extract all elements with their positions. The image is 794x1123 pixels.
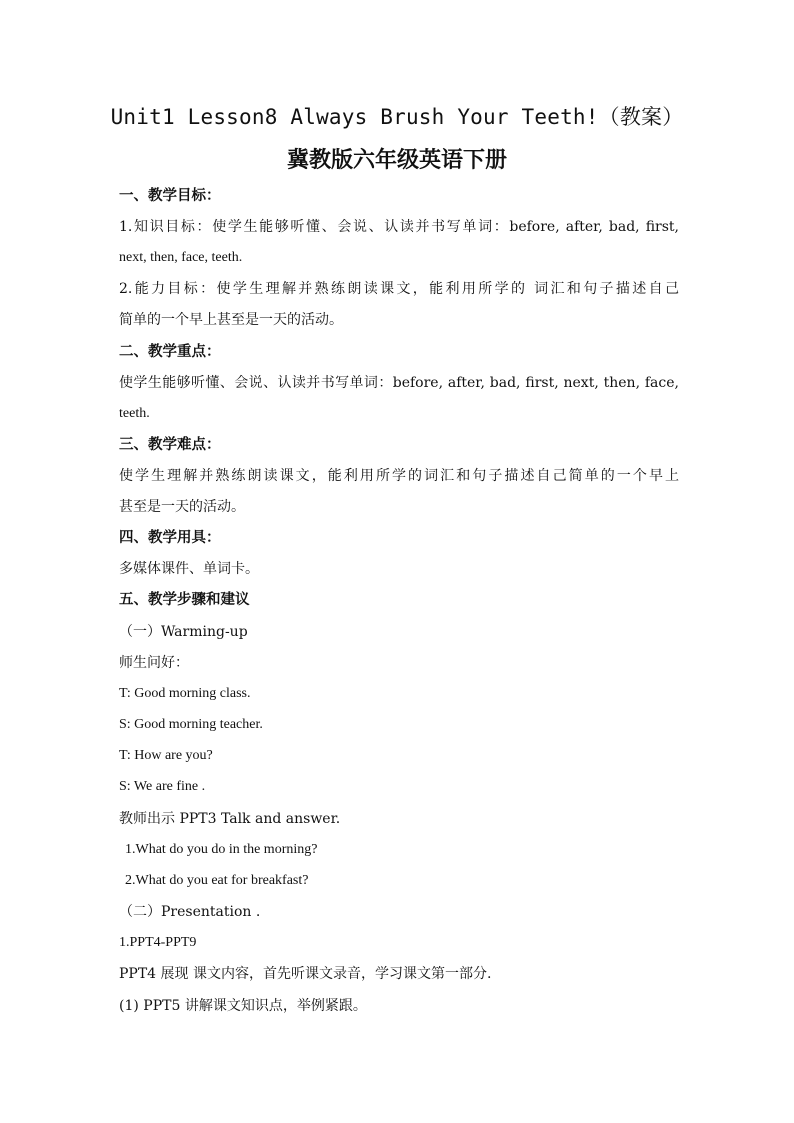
paragraph-line: 简单的一个早上甚至是一天的活动。	[119, 312, 343, 328]
paragraph-line: 1.PPT4-PPT9	[119, 935, 197, 950]
paragraph-line: PPT4 展现 课文内容，首先听课文录音，学习课文第一部分.	[119, 966, 492, 982]
dialogue-line: S: Good morning teacher.	[119, 717, 263, 732]
section-heading-steps: 五、教学步骤和建议	[119, 591, 250, 608]
dialogue-line: S: We are fine .	[119, 779, 206, 794]
document-subtitle: 冀教版六年级英语下册	[286, 147, 507, 173]
section-heading-difficulties: 三、教学难点：	[119, 436, 221, 453]
dialogue-line: T: Good morning class.	[119, 686, 251, 701]
dialogue-line: T: How are you?	[119, 748, 213, 763]
paragraph-line: 甚至是一天的活动。	[119, 499, 245, 515]
document-title: Unit1 Lesson8 Always Brush Your Teeth!（教案）	[110, 105, 684, 129]
section-heading-objectives: 一、教学目标：	[119, 187, 221, 204]
paragraph-line: 师生问好：	[119, 655, 189, 671]
paragraph-line: 使学生能够听懂、会说、认读并书写单词：before, after, bad, first, next, then, face,	[119, 375, 679, 391]
paragraph-line: 1.知识目标：使学生能够听懂、会说、认读并书写单词：before, after, bad, first,	[119, 219, 679, 235]
subsection-heading-warming-up: （一）Warming-up	[119, 624, 248, 640]
question-line: 1.What do you do in the morning?	[125, 842, 318, 857]
subsection-heading-presentation: （二）Presentation .	[119, 904, 261, 920]
section-heading-materials: 四、教学用具：	[119, 529, 221, 546]
paragraph-line: 使学生理解并熟练朗读课文，能利用所学的词汇和句子描述自己简单的一个早上	[119, 468, 679, 484]
paragraph-line: (1) PPT5 讲解课文知识点，举例紧跟。	[119, 998, 367, 1014]
paragraph-line: 教师出示 PPT3 Talk and answer.	[119, 811, 341, 827]
question-line: 2.What do you eat for breakfast?	[125, 873, 309, 888]
paragraph-line: 多媒体课件、单词卡。	[119, 561, 259, 577]
section-heading-key-points: 二、教学重点：	[119, 343, 221, 360]
paragraph-line: 2.能力目标：使学生理解并熟练朗读课文，能利用所学的 词汇和句子描述自己	[119, 281, 679, 297]
paragraph-line: teeth.	[119, 406, 150, 421]
paragraph-line: next, then, face, teeth.	[119, 250, 243, 265]
